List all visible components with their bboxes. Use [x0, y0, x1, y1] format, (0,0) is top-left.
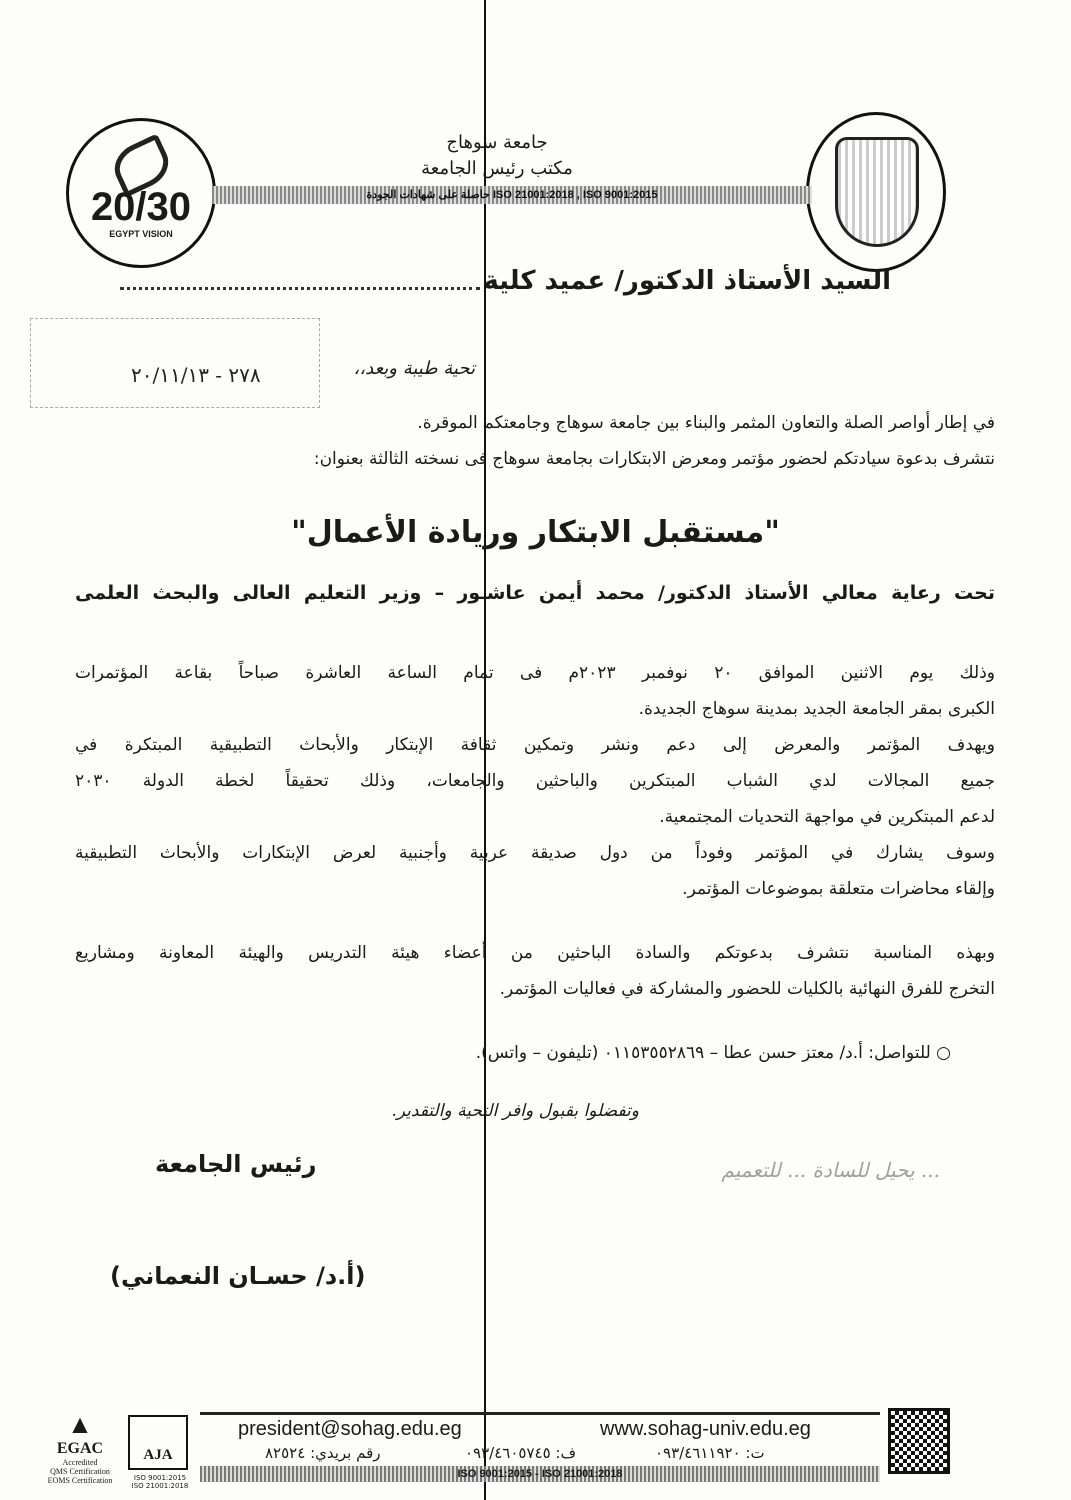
text-line: لدعم المبتكرين في مواجهة التحديات المجتمعية.	[659, 807, 995, 827]
text-line: الكبرى بمقر الجامعة الجديد بمدينة سوهاج الجديدة.	[638, 699, 995, 719]
footer-po-box: رقم بريدي: ٨٢٥٢٤	[265, 1444, 381, 1462]
mountain-icon: ▲	[67, 1410, 93, 1439]
university-name: جامعة سوهاج	[446, 132, 548, 153]
egac-logo	[40, 1410, 120, 1485]
sohag-university-emblem	[806, 112, 946, 272]
addressee-dots	[120, 274, 480, 290]
shield-icon	[835, 137, 919, 247]
contact-line	[31, 1040, 951, 1066]
aja-name: AJA	[143, 1447, 173, 1463]
text-line: التخرج للفرق النهائية بالكليات للحضور والمشاركة في فعاليات المؤتمر.	[499, 979, 995, 999]
text-line: وسوف يشارك في المؤتمر وفوداً من دول صديقة عربية وأجنبية لعرض الإبتكارات والأبحاث التطبيقية	[75, 843, 995, 863]
logo-text: EGYPT VISION	[109, 229, 173, 239]
text-line: ○ للتواصل: أ.د/ معتز حسن عطا – ٠١١٥٣٥٥٢٨٦٩ (تليفون – واتس).	[475, 1043, 951, 1063]
stamp-number: ٢٧٨ - ٢٠/١١/١٣	[131, 363, 261, 387]
paragraph-details	[75, 655, 995, 907]
egac-sub: Accredited	[62, 1458, 98, 1467]
patron-line	[75, 580, 995, 606]
conference-title: "مستقبل الابتكار وريادة الأعمال"	[291, 515, 780, 550]
paragraph-intro	[75, 410, 995, 472]
text-line: في إطار أواصر الصلة والتعاون المثمر والبناء بين جامعة سوهاج وجامعتكم الموقرة.	[417, 413, 995, 433]
incoming-stamp	[30, 318, 320, 408]
egypt-vision-2030-logo	[66, 118, 216, 268]
aja-iso: ISO 9001:2015 ISO 21001:2018	[131, 1474, 189, 1490]
signatory-title: رئيس الجامعة	[155, 1150, 317, 1178]
logo-year: 20/30	[90, 185, 192, 229]
footer-website[interactable]: www.sohag-univ.edu.eg	[600, 1418, 811, 1440]
footer-fax: ف: ٠٩٣/٤٦٠٥٧٤٥	[465, 1444, 576, 1462]
signatory-name: (أ.د/ حسـان النعماني)	[110, 1262, 366, 1290]
footer-tel: ت: ٠٩٣/٤٦١١٩٢٠	[655, 1444, 765, 1462]
footer-email[interactable]: president@sohag.edu.eg	[238, 1418, 462, 1440]
footer-iso-band: ISO 9001:2015 - ISO 21001:2018	[200, 1466, 880, 1482]
addressee: السيد الأستاذ الدكتور/ عميد كلية	[483, 266, 891, 296]
text-line: تحت رعاية معالي الأستاذ الدكتور/ محمد أيمن عاشـور – وزير التعليم العالى والبحث العلمى	[75, 582, 995, 604]
text-line: نتشرف بدعوة سيادتكم لحضور مؤتمر ومعرض الابتكارات بجامعة سوهاج فى نسخته الثالثة بعنوان:	[313, 449, 995, 469]
aja-logo	[128, 1415, 188, 1470]
paragraph-invitation	[75, 935, 995, 1007]
header-iso-band: حاصلة على شهادات الجودة ISO 21001:2018 , ISO 9001:2015	[212, 186, 812, 204]
egac-name: EGAC	[56, 1440, 104, 1457]
office-name: مكتب رئيس الجامعة	[421, 158, 573, 179]
text-line: وبهذه المناسبة نتشرف بدعوتكم والسادة الباحثين من أعضاء هيئة التدريس والهيئة المعاونة ومشاريع	[75, 943, 995, 963]
footer-rule	[200, 1412, 880, 1415]
text-line: وإلقاء محاضرات متعلقة بموضوعات المؤتمر.	[682, 879, 995, 899]
closing-line: وتفضلوا بقبول وافر التحية والتقدير.	[391, 1101, 639, 1121]
handwritten-note: ... يحيل للسادة ... للتعميم	[721, 1158, 940, 1182]
egac-cert: QMS Certification EOMS Certification	[47, 1467, 113, 1485]
letterhead	[417, 130, 577, 182]
qr-code-icon	[888, 1408, 950, 1474]
text-line: وذلك يوم الاثنين الموافق ٢٠ نوفمبر ٢٠٢٣م فى تمام الساعة العاشرة صباحاً بقاعة المؤتمرات	[75, 663, 995, 683]
text-line: ويهدف المؤتمر والمعرض إلى دعم ونشر وتمكين ثقافة الإبتكار والأبحاث التطبيقية المبتكرة في	[75, 735, 995, 755]
text-line: جميع المجالات لدي الشباب المبتكرين والباحثين والجامعات، وذلك تحقيقاً لخطة الدولة ٢٠٣٠	[75, 771, 995, 791]
greeting: تحية طيبة وبعد،،	[353, 358, 475, 379]
